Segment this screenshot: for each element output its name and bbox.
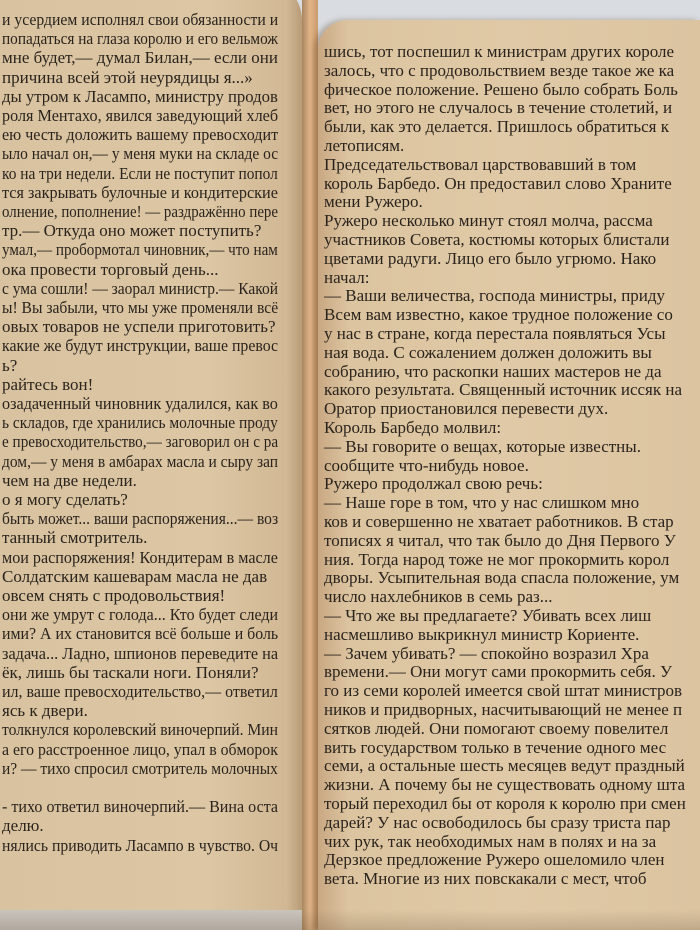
- text-line: — Что же вы предлагаете? Убивать всех лиш: [324, 606, 652, 625]
- text-line: мени Ружеро.: [324, 192, 423, 212]
- text-line: сообщите что-нибудь новое.: [324, 455, 529, 475]
- text-line: олнение, пополнение! — раздражённо пере: [2, 202, 279, 221]
- text-line: ь складов, где хранились молочные проду: [2, 413, 278, 433]
- text-line: они же умрут с голода... Кто будет следи: [2, 605, 279, 625]
- text-line: тся закрывать булочные и кондитерские: [2, 182, 278, 202]
- text-line: фическое положение. Решено было собрать Боль: [324, 79, 678, 99]
- text-line: Председательствовал царствовавший в том: [324, 154, 637, 174]
- text-line: Всем вам известно, какое трудное положение со: [324, 305, 673, 325]
- text-line: и усердием исполнял свои обязанности и: [2, 10, 279, 29]
- text-line: мои распоряжения! Кондитерам в масле: [2, 547, 278, 567]
- text-line: насмешливо выкрикнул министр Кориенте.: [324, 624, 640, 644]
- text-line: ока провести торговый день...: [2, 259, 219, 279]
- text-line: собранию, что раскопки наших мастеров не да: [324, 361, 662, 381]
- text-line: умал,— пробормотал чиновник,— что нам: [2, 240, 278, 260]
- text-line: чем на две недели.: [2, 470, 137, 490]
- text-line: — Зачем убивать? — спокойно возразил Хра: [324, 643, 649, 663]
- text-line: начал:: [324, 267, 370, 287]
- text-line: залось, что с продовольствием везде такое же ка: [324, 60, 675, 80]
- text-line: — Наше горе в том, что у нас слишком мно: [324, 493, 640, 513]
- text-line: участников Совета, костюмы которых блистали: [324, 230, 670, 249]
- text-line: — Вы говорите о вещах, которые известны.: [324, 436, 641, 456]
- text-line: озадаченный чиновник удалился, как во: [2, 394, 278, 413]
- text-line: тописях я читал, что так было до Дня Первого У: [324, 530, 676, 550]
- text-line: овсем снять с продовольствия!: [2, 586, 226, 605]
- text-line: ь?: [2, 355, 18, 375]
- text-line: король Барбедо. Он предоставил слово Храните: [324, 173, 672, 193]
- text-line: Король Барбедо молвил:: [324, 418, 502, 437]
- text-line: Солдатским кашеварам масла не дав: [2, 566, 268, 586]
- text-line: быть может... ваши распоряжения...— воз: [2, 509, 279, 529]
- text-line: мне будет,— думал Билан,— если они: [2, 48, 278, 68]
- text-line: Ружеро несколько минут стоял молча, рассма: [324, 211, 653, 231]
- text-line: ы! Вы забыли, что мы уже променяли всё: [2, 298, 279, 317]
- text-line: ния. Тогда народ тоже не мог прокормить корол: [324, 549, 670, 569]
- text-line: число нахлебников в семь раз...: [324, 587, 553, 607]
- text-line: с ума сошли! — заорал министр.— Какой: [2, 278, 279, 298]
- text-line: Оратор приостановился перевести дух.: [324, 399, 609, 419]
- right-book-page: [318, 20, 700, 930]
- text-line: а его расстроенное лицо, упал в обморок: [2, 739, 278, 759]
- text-line: и? — тихо спросил смотритель молочных: [2, 758, 278, 778]
- text-line: какого результата. Священный источник иссяк на: [324, 380, 683, 400]
- text-line: торый переходил бы от короля к королю при смен: [324, 794, 686, 813]
- text-line: причина всей этой неурядицы я...»: [2, 67, 253, 87]
- text-line: цветами радуги. Лицо его было угрюмо. Нако: [324, 248, 657, 268]
- text-line: задача... Ладно, шпионов переведите на: [2, 643, 279, 663]
- text-line: нялись приводить Ласампо в чувство. Оч: [2, 835, 279, 855]
- text-line: были, как это делается. Пришлось обратиться к: [324, 117, 669, 137]
- text-line: ёк, лишь бы таскали ноги. Поняли?: [2, 662, 259, 682]
- text-line: вить государством только в течение одного мес: [324, 737, 667, 757]
- text-line: толкнулся королевский виночерпий. Мин: [2, 720, 279, 740]
- text-line: го из семи королей имеется свой штат министров: [324, 681, 683, 701]
- book-spine: [302, 0, 318, 930]
- text-line: у нас в стране, когда перестала появляться Усы: [324, 324, 666, 343]
- text-line: роля Ментахо, явился заведующий хлеб: [2, 106, 279, 125]
- text-line: - тихо ответил виночерпий.— Вина оста: [2, 797, 279, 817]
- text-line: овых товаров не успели приготовить?: [2, 317, 276, 337]
- text-line: ко на три недели. Если не поступит попол: [2, 163, 278, 183]
- text-line: ыло начал он,— у меня муки на складе ос: [2, 144, 279, 164]
- text-line: ников и придворных, насчитывающий не менее п: [324, 700, 683, 719]
- text-line: ясь к двери.: [2, 701, 88, 721]
- text-line: тр.— Откуда оно может поступить?: [2, 221, 262, 241]
- text-line: о я могу сделать?: [2, 490, 128, 509]
- text-line: танный смотритель.: [2, 528, 148, 548]
- text-line: какие же будут инструкции, ваше превос: [2, 336, 279, 356]
- text-line: вет, но этого не случалось в течение столетий, и: [324, 98, 673, 118]
- left-book-page: [0, 0, 302, 910]
- text-line: ная вода. С сожалением должен доложить вы: [324, 342, 652, 362]
- text-line: времени.— Они могут сами прокормить себя. У: [324, 662, 673, 682]
- text-line: — Ваши величества, господа министры, приду: [324, 286, 666, 306]
- text-line: Дерзкое предложение Ружеро ошеломило член: [324, 850, 665, 870]
- text-line: е превосходительство,— заговорил он с ра: [2, 432, 279, 452]
- text-line: шись, тот поспешил к министрам других короле: [324, 42, 675, 61]
- text-line: райтесь вон!: [2, 374, 94, 394]
- text-line: жизни. А почему бы не существовать одному шта: [324, 775, 686, 795]
- text-line: Ружеро продолжал свою речь:: [324, 474, 543, 494]
- text-line: ды утром к Ласампо, министру продов: [2, 86, 278, 106]
- text-line: вета. Многие из них повскакали с мест, чтоб: [324, 869, 647, 889]
- text-line: дворы. Усыпительная вода спасла положение, ум: [324, 568, 680, 588]
- text-line: сятков людей. Они помогают своему повелител: [324, 718, 669, 738]
- text-line: чих рук, так необходимых нам в полях и на за: [324, 831, 657, 851]
- text-line: ими? А их становится всё больше и боль: [2, 624, 279, 644]
- text-line: ею честь доложить вашему превосходит: [2, 125, 279, 145]
- text-line: летописям.: [324, 136, 405, 155]
- text-line: ков и совершенно не хватает работников. В стар: [324, 512, 674, 531]
- text-line: попадаться на глаза королю и его вельмож: [2, 29, 278, 49]
- text-line: дарей? У нас освободилось бы сразу триста пар: [324, 812, 671, 832]
- text-line: ил, ваше превосходительство,— ответил: [2, 682, 278, 701]
- text-line: семи, а остальные шесть месяцев ведут праздный: [324, 756, 685, 776]
- text-line: дом,— у меня в амбарах масла и сыру зап: [2, 451, 279, 471]
- text-line: делю.: [2, 816, 44, 836]
